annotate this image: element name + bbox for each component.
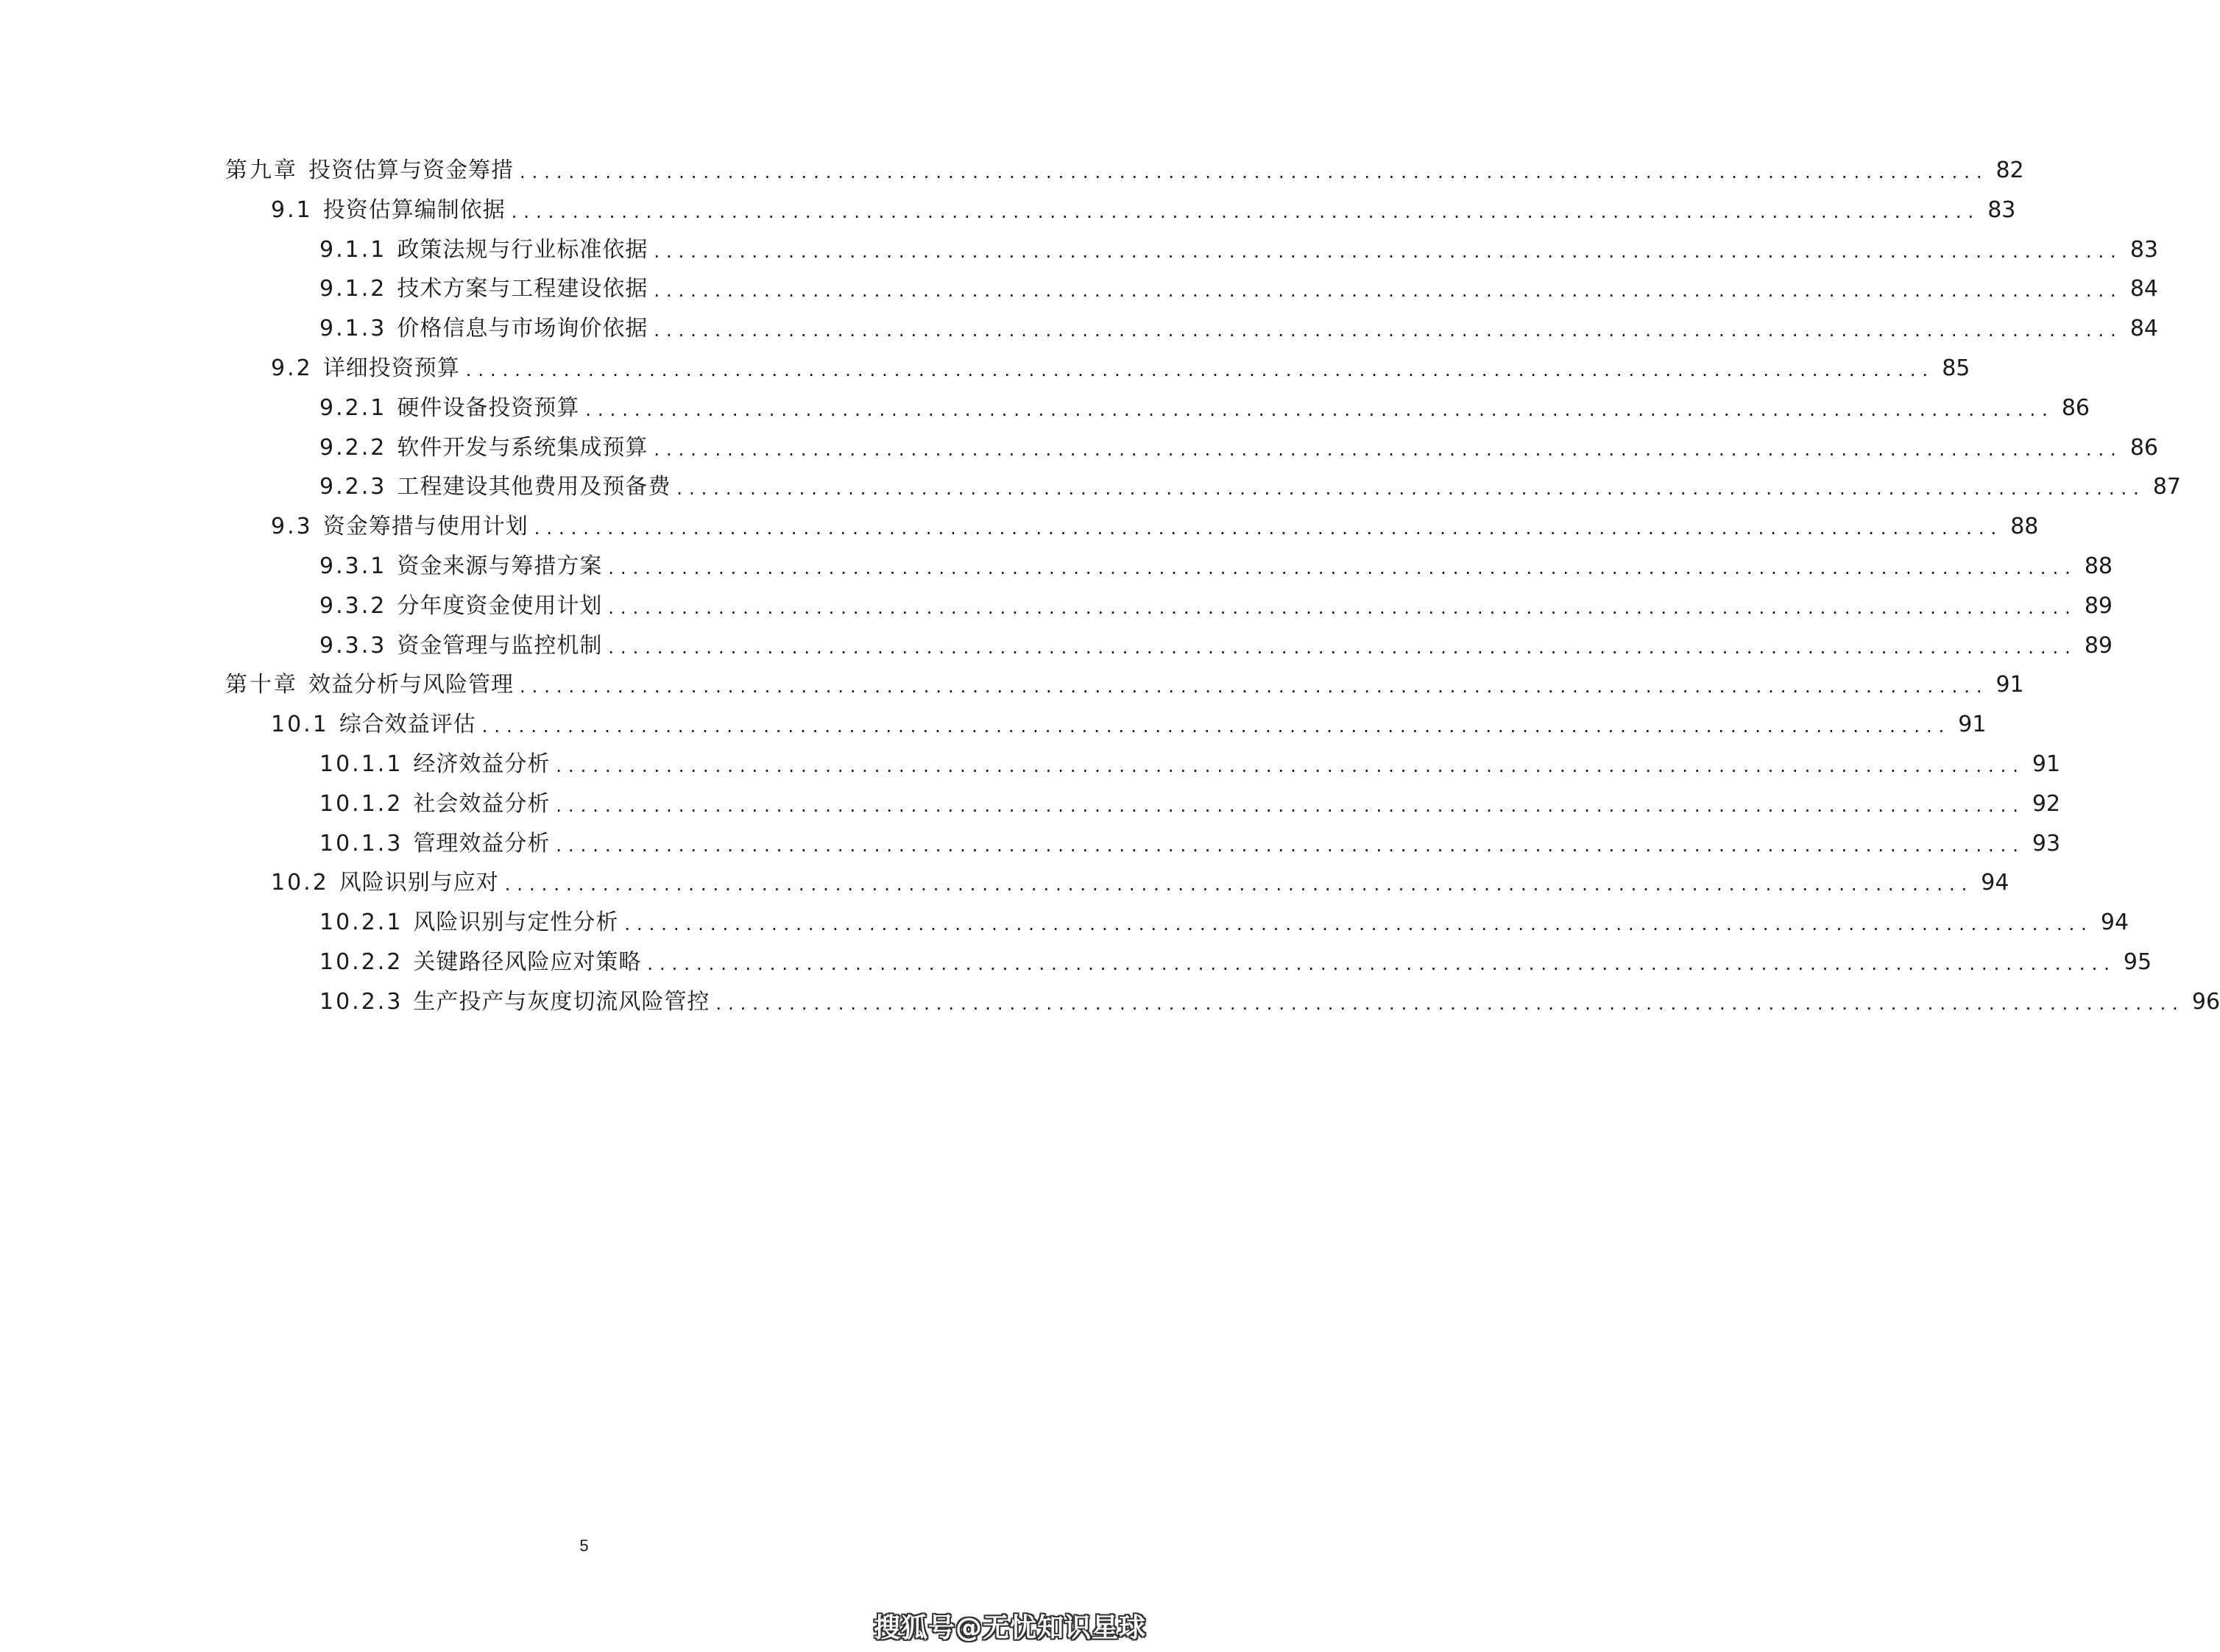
- toc-entry-page: 89: [2084, 633, 2113, 659]
- toc-entry-page: 92: [2032, 791, 2061, 817]
- toc-entry[interactable]: [319, 898, 2129, 937]
- toc-entry-number: 9.2.1: [319, 395, 387, 421]
- dot-leader: ........................................................................................................................: [556, 756, 2025, 776]
- toc-entry-title: 投资估算与资金筹措: [308, 157, 514, 183]
- toc-entry-number: 第九章: [225, 157, 298, 183]
- dot-leader: ........................................................................................................................: [647, 954, 2116, 974]
- toc-entry-title: 社会效益分析: [413, 791, 551, 817]
- toc-entry-page: 86: [2061, 395, 2090, 421]
- toc-entry-page: 84: [2129, 316, 2158, 341]
- toc-entry-number: 10.1: [271, 712, 329, 737]
- dot-leader: ........................................................................................................................: [654, 439, 2123, 460]
- toc-entry-page: 84: [2129, 276, 2158, 302]
- toc-entry-page: 91: [1958, 712, 1987, 737]
- toc-entry-page: 86: [2129, 435, 2158, 461]
- toc-entry-title: 工程建设其他费用及预备费: [397, 474, 671, 500]
- toc-entry-title: 综合效益评估: [339, 712, 476, 737]
- dot-leader: ........................................................................................................................: [715, 993, 2185, 1014]
- toc-entry[interactable]: [225, 146, 2024, 185]
- toc-entry[interactable]: [319, 423, 2158, 463]
- toc-entry-title: 硬件设备投资预算: [397, 395, 580, 421]
- toc-entry-page: 91: [2032, 751, 2061, 777]
- toc-entry-number: 9.1: [271, 197, 313, 223]
- dot-leader: ........................................................................................................................: [534, 518, 2004, 539]
- toc-entry-number: 9.2.3: [319, 474, 387, 500]
- toc-entry-title: 风险识别与定性分析: [413, 910, 619, 935]
- toc-entry-number: 9.3.3: [319, 633, 387, 659]
- toc-entry[interactable]: [271, 502, 2039, 542]
- toc-entry-number: 10.2.3: [319, 989, 403, 1015]
- toc-entry-title: 详细投资预算: [322, 355, 460, 381]
- toc-entry-title: 资金来源与筹措方案: [397, 553, 603, 579]
- toc-entry-number: 9.2.2: [319, 435, 387, 461]
- toc-entry[interactable]: [319, 977, 2220, 1017]
- toc-entry-number: 9.3.1: [319, 553, 387, 579]
- toc-entry-page: 83: [2129, 237, 2158, 263]
- toc-entry-number: 10.2.2: [319, 949, 403, 975]
- toc-entry[interactable]: [319, 264, 2158, 304]
- toc-entry-number: 9.3: [271, 514, 313, 539]
- toc-entry[interactable]: [319, 937, 2152, 977]
- toc-entry-page: 85: [1942, 355, 1970, 381]
- watermark: 搜狐号@无忧知识星球: [873, 1613, 1146, 1643]
- toc-entry[interactable]: [319, 304, 2158, 344]
- toc-entry-page: 83: [1987, 197, 2016, 223]
- toc-entry-title: 政策法规与行业标准依据: [397, 237, 648, 263]
- toc-entry-title: 技术方案与工程建设依据: [397, 276, 648, 302]
- toc-entry[interactable]: [319, 779, 2061, 819]
- toc-entry-page: 87: [2152, 474, 2181, 500]
- dot-leader: ........................................................................................................................: [676, 478, 2146, 499]
- toc-entry-page: 93: [2032, 831, 2061, 857]
- toc-entry-page: 91: [1995, 672, 2024, 698]
- toc-entry[interactable]: [319, 383, 2090, 423]
- dot-leader: ........................................................................................................................: [556, 795, 2025, 816]
- toc-entry-page: 88: [2010, 514, 2039, 539]
- toc-entry[interactable]: [319, 581, 2113, 621]
- toc-entry-page: 94: [2100, 910, 2129, 935]
- toc-entry-title: 风险识别与应对: [339, 870, 499, 896]
- toc-entry[interactable]: [271, 185, 2016, 225]
- toc-entry-title: 管理效益分析: [413, 831, 551, 857]
- toc-entry-number: 9.3.2: [319, 593, 387, 619]
- toc-entry-title: 经济效益分析: [413, 751, 551, 777]
- toc-entry[interactable]: [319, 621, 2113, 661]
- dot-leader: ........................................................................................................................: [654, 241, 2123, 262]
- dot-leader: ........................................................................................................................: [624, 914, 2093, 935]
- toc-entry-page: 96: [2191, 989, 2220, 1015]
- toc-entry-number: 10.2.1: [319, 910, 403, 935]
- dot-leader: ........................................................................................................................: [511, 202, 1981, 222]
- toc-entry-number: 10.1.3: [319, 831, 403, 857]
- dot-leader: ........................................................................................................................: [481, 716, 1951, 737]
- toc-entry-page: 89: [2084, 593, 2113, 619]
- toc-entry[interactable]: [319, 740, 2061, 779]
- dot-leader: ........................................................................................................................: [608, 598, 2077, 618]
- toc-entry[interactable]: [319, 462, 2181, 502]
- toc-entry[interactable]: [319, 225, 2158, 265]
- dot-leader: ........................................................................................................................: [608, 558, 2077, 578]
- dot-leader: ........................................................................................................................: [654, 280, 2123, 301]
- toc-entry[interactable]: [319, 542, 2113, 581]
- dot-leader: ........................................................................................................................: [465, 360, 1935, 380]
- toc-entry-title: 生产投产与灰度切流风险管控: [413, 989, 710, 1015]
- toc-entry[interactable]: [271, 858, 2009, 898]
- dot-leader: ........................................................................................................................: [556, 835, 2025, 856]
- toc-entry-title: 效益分析与风险管理: [308, 672, 514, 698]
- toc-entry-title: 关键路径风险应对策略: [413, 949, 642, 975]
- toc-entry-title: 资金筹措与使用计划: [322, 514, 529, 539]
- toc-entry-title: 资金管理与监控机制: [397, 633, 603, 659]
- toc-entry-title: 投资估算编制依据: [322, 197, 506, 223]
- toc-entry[interactable]: [319, 819, 2061, 859]
- toc-entry-title: 价格信息与市场询价依据: [397, 316, 648, 341]
- toc-entry-number: 9.1.2: [319, 276, 387, 302]
- dot-leader: ........................................................................................................................: [520, 162, 1989, 182]
- toc-entry-page: 88: [2084, 553, 2113, 579]
- toc-entry-page: 95: [2123, 949, 2152, 975]
- dot-leader: ........................................................................................................................: [585, 400, 2054, 420]
- toc-entry-number: 10.2: [271, 870, 329, 896]
- dot-leader: ........................................................................................................................: [504, 874, 1974, 895]
- toc-entry-title: 软件开发与系统集成预算: [397, 435, 648, 461]
- dot-leader: ........................................................................................................................: [520, 676, 1989, 697]
- dot-leader: ........................................................................................................................: [654, 320, 2123, 341]
- toc-entry-number: 9.1.3: [319, 316, 387, 341]
- toc-entry-number: 第十章: [225, 672, 298, 698]
- page-number: 5: [579, 1536, 589, 1555]
- toc-entry-title: 分年度资金使用计划: [397, 593, 603, 619]
- toc-entry-number: 9.2: [271, 355, 313, 381]
- toc-entry-number: 9.1.1: [319, 237, 387, 263]
- toc-entry-number: 10.1.1: [319, 751, 403, 777]
- toc-entry-page: 82: [1995, 157, 2024, 183]
- dot-leader: ........................................................................................................................: [608, 637, 2077, 658]
- toc-entry[interactable]: [225, 660, 2024, 700]
- toc-entry[interactable]: [271, 344, 1970, 383]
- toc-entry-number: 10.1.2: [319, 791, 403, 817]
- toc-entry-page: 94: [1981, 870, 2009, 896]
- toc-entry[interactable]: [271, 700, 1987, 740]
